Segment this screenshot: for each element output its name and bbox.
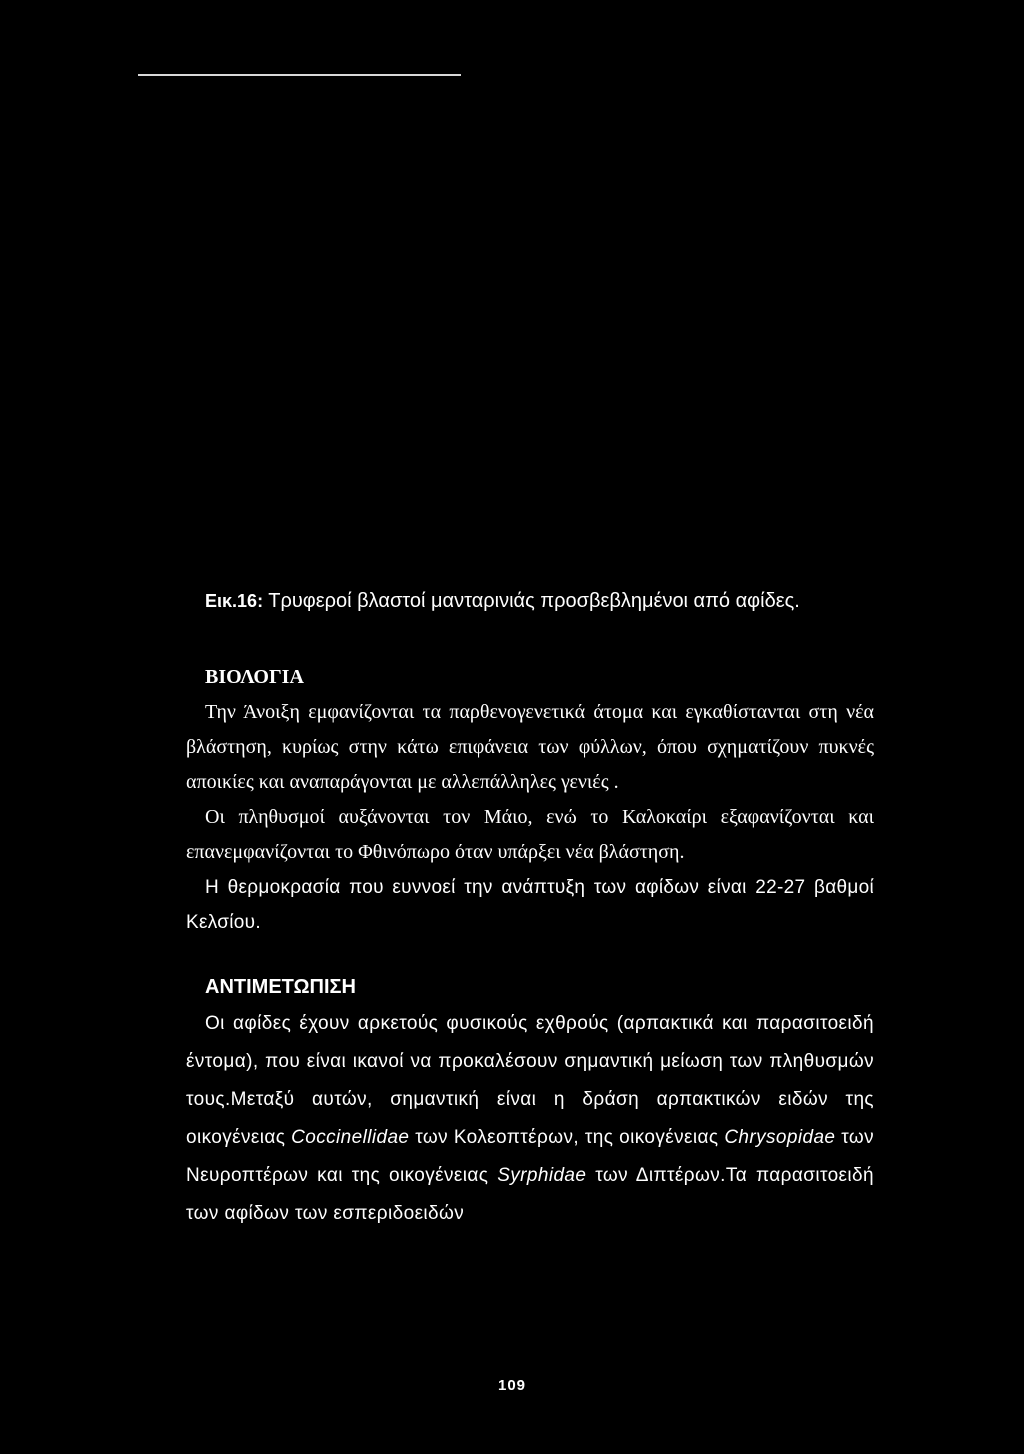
family-syrphidae: Syrphidae [497,1165,587,1186]
figure-caption-text: Τρυφεροί βλαστοί μανταρινιάς προσβεβλημένοι από αφίδες. [263,590,800,612]
page-number: 109 [497,1377,527,1394]
control-text-5: των Διπτέρων.Τα παρασιτοειδή των αφίδων των εσπεριδοειδών [186,1165,874,1224]
page-body [186,660,874,1233]
biology-heading: ΒΙΟΛΟΓΙΑ [205,666,304,688]
family-chrysopidae: Chrysopidae [724,1127,836,1148]
control-text-2: Μεταξύ αυτών, σημαντική είναι η δράση αρπακτικών ειδών της οικογένειας [186,1089,874,1148]
control-heading: ΑΝΤΙΜΕΤΩΠΙΣΗ [205,976,356,998]
control-text-4: των Νευροπτέρων και της οικογένειας [186,1127,874,1186]
control-text-1: Οι αφίδες έχουν αρκετούς φυσικούς εχθρούς (αρπακτικά και παρασιτοειδή έντομα), που είναι ικανοί να προκαλέσουν σημαντική μείωση των πληθυσμών τους. [186,1013,874,1110]
control-text-3: των Κολεοπτέρων, της οικογένειας [409,1127,725,1148]
header-rule [138,74,461,76]
biology-paragraph-3: Η θερμοκρασία που ευννοεί την ανάπτυξη των αφίδων είναι 22-27 βαθμοί Κελσίου. [186,877,874,933]
section-gap [186,940,874,970]
control-paragraph [186,1005,874,1233]
figure-label: Εικ.16: [205,591,264,611]
family-coccinellidae: Coccinellidae [291,1127,410,1148]
biology-paragraph-1: Την Άνοιξη εμφανίζονται τα παρθενογενετικά άτομα και εγκαθίστανται στη νέα βλάστηση, κυρίως στην κάτω επιφάνεια των φύλλων, όπου σχηματίζουν πυκνές αποικίες και αναπαράγονται με αλλεπάλληλες γενιές . [186,701,874,793]
figure-caption [205,590,800,613]
biology-paragraph-2: Οι πληθυσμοί αυξάνονται τον Μάιο, ενώ το Καλοκαίρι εξαφανίζονται και επανεμφανίζονται το Φθινόπωρο όταν υπάρξει νέα βλάστηση. [186,806,874,863]
